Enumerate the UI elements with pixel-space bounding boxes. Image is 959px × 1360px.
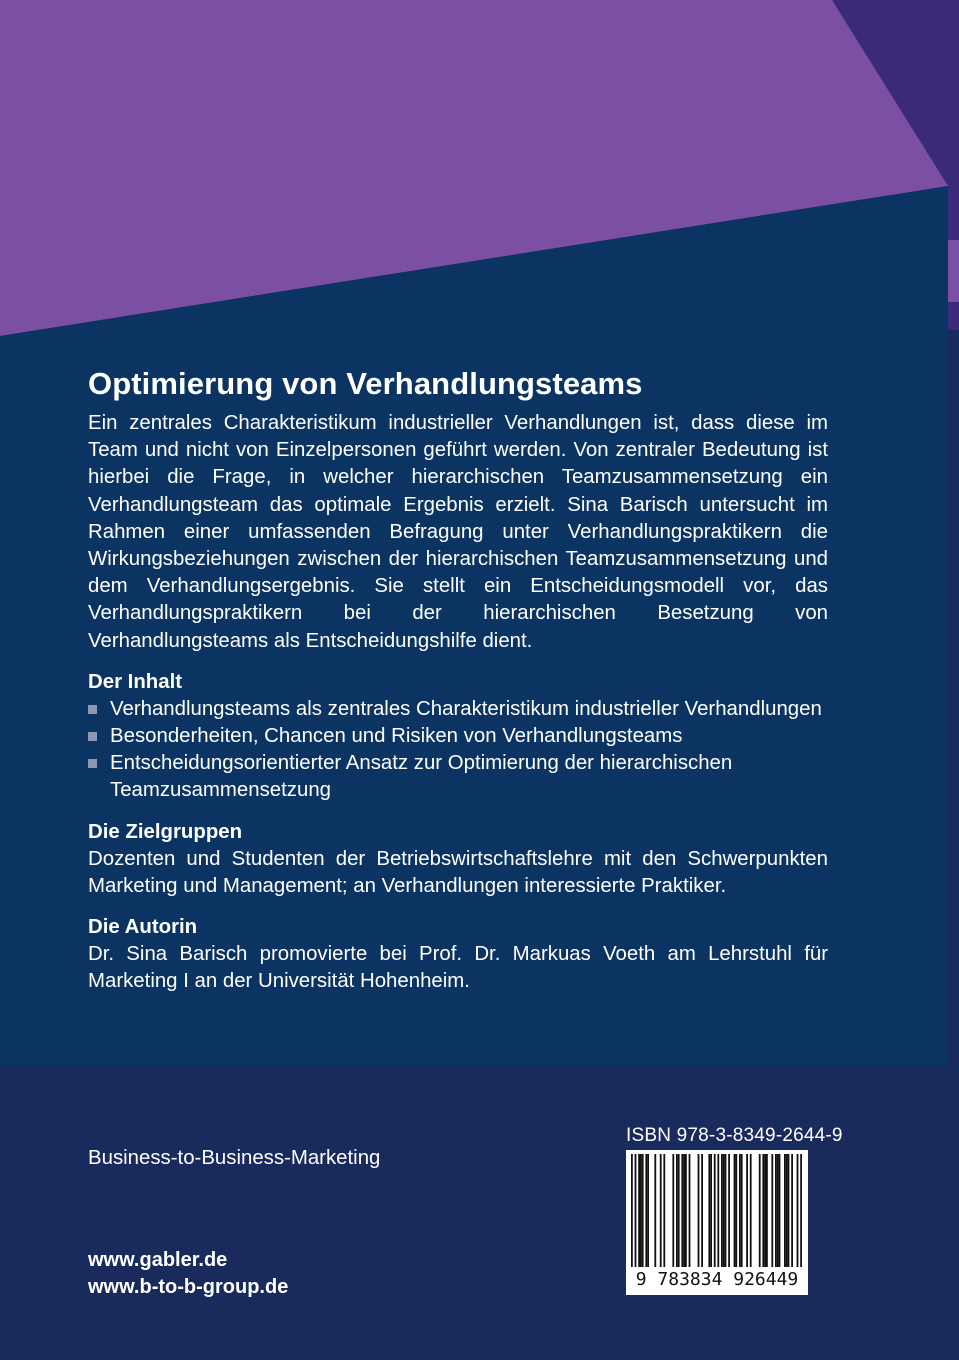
section-heading-autorin: Die Autorin — [88, 916, 198, 939]
list-item: Entscheidungsorientierter Ansatz zur Optimierung der hierarchischen Teamzusammensetzung — [88, 750, 828, 804]
isbn-label: ISBN 978-3-8349-2644-9 — [626, 1125, 843, 1146]
section-heading-zielgruppen: Die Zielgruppen — [88, 820, 243, 843]
barcode-bar — [698, 1154, 700, 1267]
barcode-bar — [739, 1154, 741, 1267]
barcode-bar — [728, 1154, 730, 1267]
barcode-bar — [723, 1154, 725, 1267]
main-content — [88, 364, 828, 995]
barcode — [626, 1150, 808, 1295]
barcode-bar — [701, 1154, 703, 1267]
intro-text: Ein zentrales Charakteristikum industrieller Verhandlungen ist, dass diese im Team und nicht von Einzelpersonen geführt werden. Von zentraler Bedeutung ist hierbei die Frage, in welcher hierarchischen Teamzusammensetzung ein Verhandlungsteam das optimale Ergebnis erzielt. Sina Barisch untersucht im Rahmen einer umfassenden Befragung unter Verhandlungspraktikern die Wirkungsbeziehungen zwischen der hierarchischen Teamzusammensetzung und dem Verhandlungsergebnis. Sie stellt ein Entscheidungsmodell vor, das Verhandlungspraktikern bei der hierarchischen Besetzung von Verhandlungsteams als Entscheidungshilfe dient. — [88, 412, 828, 652]
barcode-bar — [741, 1154, 743, 1267]
barcode-digits: 9 783834 926449 — [626, 1267, 808, 1293]
book-title: Optimierung von Verhandlungsteams — [88, 366, 643, 401]
barcode-bar — [638, 1154, 640, 1267]
barcode-bar — [759, 1154, 761, 1267]
barcode-bar — [734, 1154, 736, 1267]
section-heading-inhalt: Der Inhalt — [88, 670, 183, 693]
barcode-bar — [654, 1154, 656, 1267]
barcode-bar — [762, 1154, 764, 1267]
barcode-bar — [717, 1154, 719, 1281]
barcode-bar — [678, 1154, 680, 1267]
list-item: Besonderheiten, Chancen und Risiken von Verhandlungsteams — [88, 723, 828, 750]
barcode-bar — [750, 1154, 752, 1267]
series-name: Business-to-Business-Marketing — [88, 1147, 381, 1169]
barcode-bar — [766, 1154, 768, 1267]
barcode-bar — [689, 1154, 691, 1267]
barcode-bar — [683, 1154, 685, 1267]
barcode-bar — [784, 1154, 786, 1267]
barcode-bar — [647, 1154, 649, 1267]
barcode-bar — [676, 1154, 678, 1267]
section-inhalt — [88, 669, 828, 805]
barcode-bar — [708, 1154, 710, 1267]
barcode-bar — [775, 1154, 777, 1267]
barcode-bar — [640, 1154, 642, 1267]
barcode-bar — [672, 1154, 674, 1267]
barcode-bar — [714, 1154, 716, 1281]
barcode-bar — [800, 1154, 802, 1281]
barcode-bar — [735, 1154, 737, 1267]
barcode-bar — [779, 1154, 781, 1267]
barcode-bar — [746, 1154, 748, 1267]
section-zielgruppen — [88, 819, 828, 900]
url-gabler: www.gabler.de — [88, 1249, 228, 1271]
barcode-bar — [663, 1154, 665, 1267]
barcode-bar — [631, 1154, 633, 1281]
barcode-bar — [725, 1154, 727, 1267]
barcode-bar — [645, 1154, 647, 1267]
zielgruppen-text: Dozenten und Studenten der Betriebswirtschaftslehre mit den Schwerpunkten Marketing und Management; an Verhandlungen interessierte Praktiker. — [88, 847, 828, 897]
barcode-bar — [771, 1154, 773, 1267]
autorin-text: Dr. Sina Barisch promovierte bei Prof. Dr. Markuas Voeth am Lehrstuhl für Marketing I an der Universität Hohenheim. — [88, 943, 828, 993]
barcode-bar — [635, 1154, 637, 1281]
section-autorin — [88, 914, 828, 995]
barcode-bar — [786, 1154, 788, 1267]
barcode-bar — [710, 1154, 712, 1267]
barcode-bar — [764, 1154, 766, 1267]
barcode-bar — [642, 1154, 644, 1267]
inhalt-list — [88, 696, 828, 805]
barcode-bar — [777, 1154, 779, 1267]
barcode-bar — [791, 1154, 793, 1267]
barcode-bar — [797, 1154, 799, 1281]
barcode-bar — [721, 1154, 723, 1267]
barcode-bar — [685, 1154, 687, 1267]
barcode-bar — [660, 1154, 662, 1267]
barcode-bar — [788, 1154, 790, 1267]
publisher-urls — [88, 1247, 288, 1301]
barcode-bar — [681, 1154, 683, 1267]
list-item: Verhandlungsteams als zentrales Charakteristikum industrieller Verhandlungen — [88, 696, 828, 723]
url-b-to-b-group: www.b-to-b-group.de — [88, 1276, 289, 1298]
